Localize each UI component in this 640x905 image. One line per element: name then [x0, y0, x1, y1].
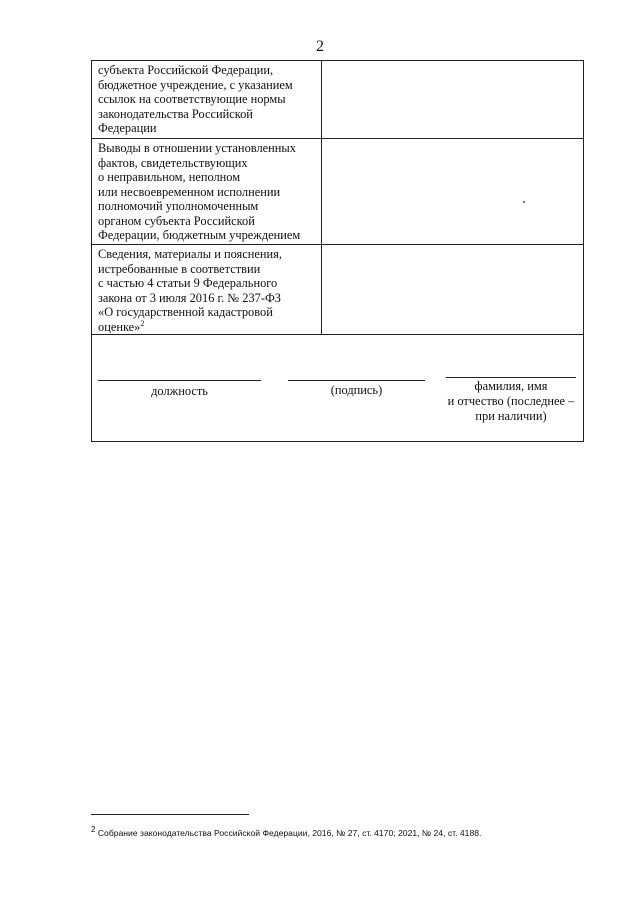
cell-text-line: о неправильном, неполном [98, 170, 241, 184]
cell-text-line: органом субъекта Российской [98, 213, 255, 228]
cell-text-line: ссылок на соответствующие нормы [98, 92, 286, 106]
cell-text-line: Федерации, бюджетным учреждением [98, 228, 301, 242]
cell-text-line [98, 320, 315, 335]
findings-table [91, 60, 584, 442]
scan-speck [523, 201, 525, 203]
cell-text-line: «О государственной кадастровой [98, 305, 273, 319]
footnote-text: Собрание законодательства Российской Федерации, 2016, № 27, ст. 4170; 2021, № 24, ст. 4188. [97, 828, 482, 838]
cell-text-line: бюджетное учреждение, с указанием [98, 77, 293, 92]
name-label-line: при наличии) [475, 409, 547, 423]
name-label [436, 379, 586, 424]
row-value-cell [322, 61, 583, 138]
position-label: должность [151, 384, 208, 398]
signature-block [92, 335, 583, 441]
table-row [92, 245, 583, 335]
row-value-cell [322, 139, 583, 244]
row-value-cell [322, 245, 583, 334]
cell-text-line: или несвоевременном исполнении [98, 184, 281, 199]
cell-text-line: Выводы в отношении установленных [98, 141, 296, 155]
row-label-cell [92, 245, 322, 334]
signature-line [288, 380, 425, 381]
table-row [92, 139, 583, 245]
page-number: 2 [316, 38, 324, 55]
table-row [92, 61, 583, 139]
name-label-line: фамилия, имя [474, 379, 548, 393]
cell-text-line: законодательства Российской [98, 106, 253, 121]
row-label-cell [92, 139, 322, 244]
cell-text: оценке» [98, 319, 141, 334]
cell-text-line: фактов, свидетельствующих [98, 155, 248, 170]
footnote-separator [91, 814, 249, 815]
cell-text-line: Федерации [98, 121, 157, 135]
footnote-marker: 2 [140, 318, 145, 328]
name-line [446, 377, 576, 378]
row-label-cell [92, 61, 322, 138]
cell-text-line: закона от 3 июля 2016 г. № 237-ФЗ [98, 290, 281, 305]
cell-text-line: с частью 4 статьи 9 Федерального [98, 276, 278, 290]
position-line [98, 380, 261, 381]
cell-text-line: истребованные в соответствии [98, 261, 261, 276]
footnote-number: 2 [91, 825, 96, 835]
name-label-line: и отчество (последнее – [447, 394, 575, 408]
cell-text-line: субъекта Российской Федерации, [98, 63, 274, 77]
cell-text-line: полномочий уполномоченным [98, 199, 259, 213]
cell-text-line: Сведения, материалы и пояснения, [98, 247, 282, 261]
footnote [91, 825, 482, 838]
signature-label: (подпись) [330, 383, 383, 397]
